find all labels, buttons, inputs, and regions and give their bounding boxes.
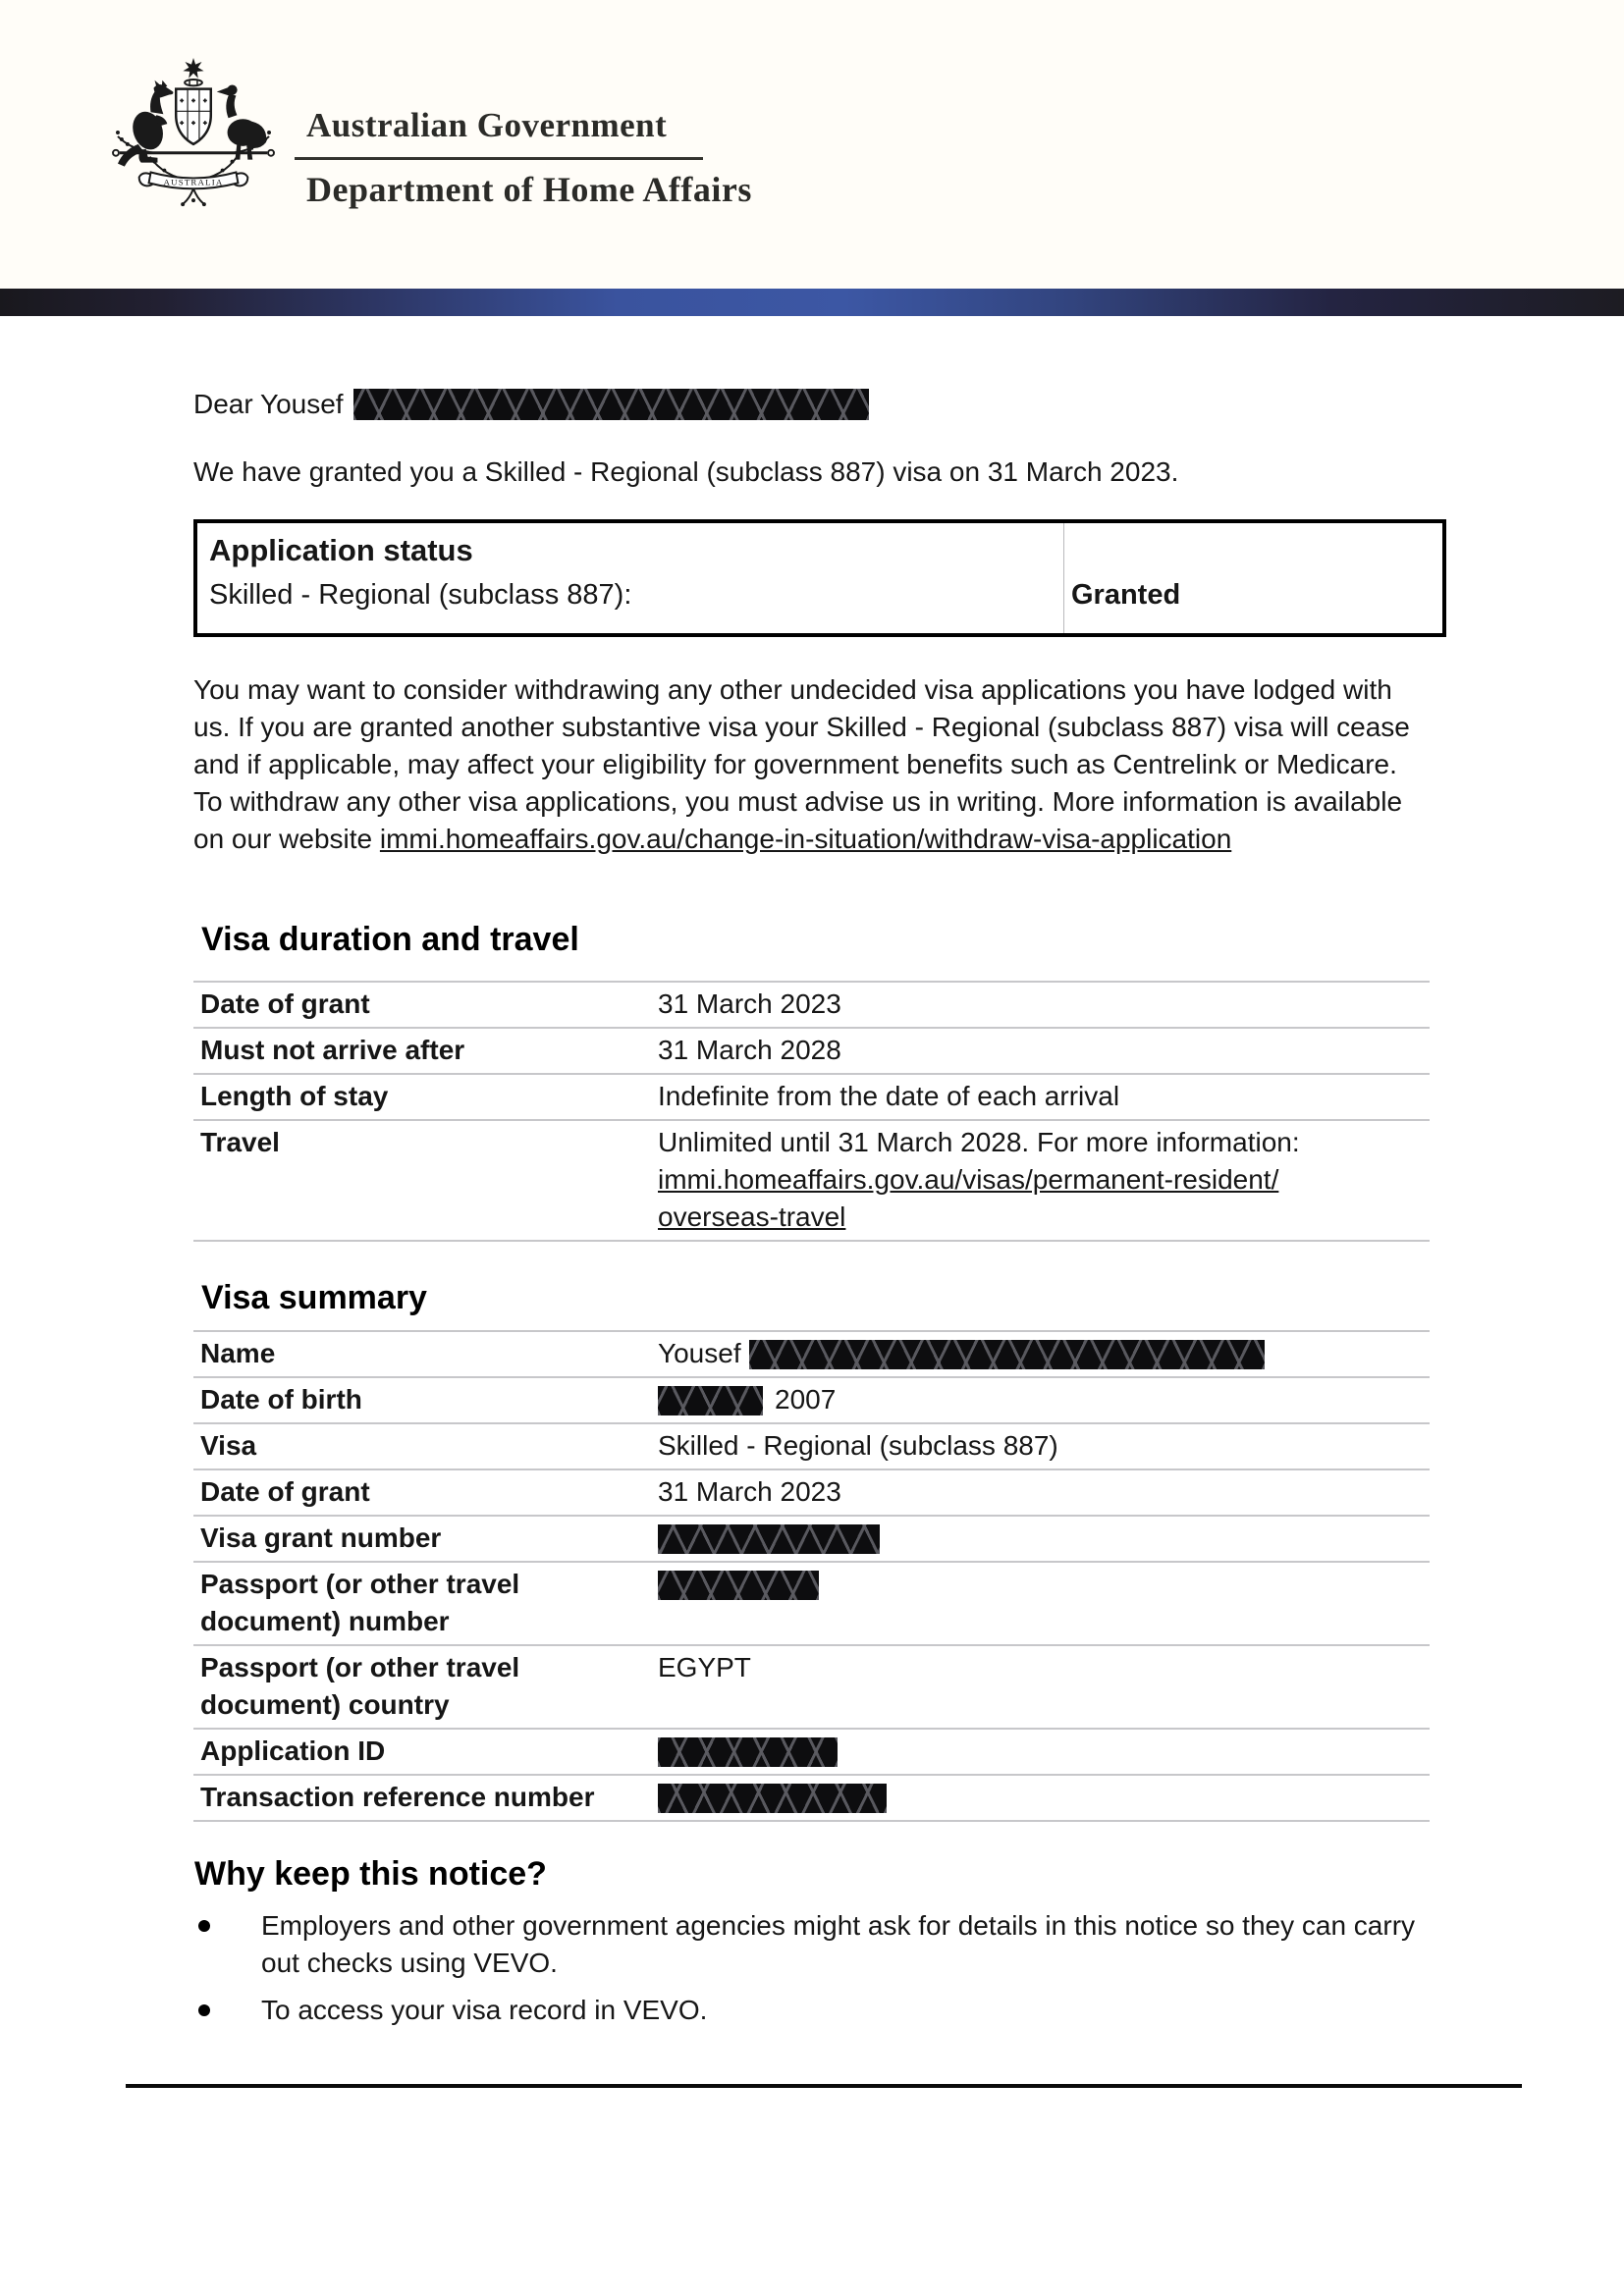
footer-divider [126,2084,1522,2088]
row-label: Travel [193,1120,658,1241]
row-value [658,1729,1430,1775]
section-heading-visa-duration: Visa duration and travel [201,921,579,958]
grant-statement: We have granted you a Skilled - Regional (subclass 887) visa on 31 March 2023. [193,456,1179,487]
row-label: Length of stay [193,1074,658,1120]
table-row [193,1331,1430,1377]
row-value: EGYPT [658,1645,1430,1729]
redacted-name [353,389,869,420]
section-heading-visa-summary: Visa summary [201,1279,427,1316]
row-label: Passport (or other travel document) number [193,1562,658,1645]
redacted-value [749,1340,1265,1369]
row-value: 31 March 2023 [658,1469,1430,1516]
row-label: Date of grant [193,982,658,1028]
australian-coat-of-arms-icon [94,57,293,212]
star-icon [183,58,203,79]
emu-icon [217,84,267,159]
row-value: Indefinite from the date of each arrival [658,1074,1430,1120]
table-row [193,1729,1430,1775]
table-row [193,1469,1430,1516]
status-visa-label: Skilled - Regional (subclass 887): [209,579,632,611]
row-label: Transaction reference number [193,1775,658,1821]
bullet-text: Employers and other government agencies might ask for details in this notice so they can carry out checks using VEVO. [261,1910,1416,1978]
banner-text: AUSTRALIA [163,177,224,187]
application-status-box [193,519,1446,637]
greeting-line [193,386,869,423]
row-label: Name [193,1331,658,1377]
list-item [193,1907,1433,1982]
table-row [193,982,1430,1028]
table-row [193,1562,1430,1645]
travel-link[interactable]: immi.homeaffairs.gov.au/visas/permanent-resident/ overseas-travel [658,1164,1279,1232]
withdraw-link[interactable]: immi.homeaffairs.gov.au/change-in-situation/withdraw-visa-application [379,824,1232,854]
redacted-value [658,1524,880,1554]
header-divider [295,157,703,160]
row-value: 31 March 2028 [658,1028,1430,1074]
table-row [193,1645,1430,1729]
table-row [193,1516,1430,1562]
birth-year: 2007 [775,1384,837,1415]
greeting-text: Dear Yousef [193,389,344,419]
row-value: Skilled - Regional (subclass 887) [658,1423,1430,1469]
row-label: Visa grant number [193,1516,658,1562]
name-prefix: Yousef [658,1338,741,1368]
table-row [193,1074,1430,1120]
row-value [658,1516,1430,1562]
row-label: Visa [193,1423,658,1469]
row-value [658,1331,1430,1377]
row-label: Passport (or other travel document) country [193,1645,658,1729]
redacted-value [658,1784,887,1813]
row-value [658,1562,1430,1645]
travel-text: Unlimited until 31 March 2028. For more information: [658,1127,1300,1157]
why-keep-list [193,1907,1433,2039]
bullet-text: To access your visa record in VEVO. [261,1995,708,2025]
row-value: 31 March 2023 [658,982,1430,1028]
status-box-title: Application status [209,533,473,567]
table-row [193,1423,1430,1469]
section-heading-why-keep: Why keep this notice? [194,1855,547,1893]
table-row [193,1028,1430,1074]
header-gradient-bar [0,289,1624,316]
table-row [193,1120,1430,1241]
bullet-icon [198,2004,210,2016]
redacted-value [658,1737,838,1767]
withdraw-text: You may want to consider withdrawing any other undecided visa applications you have lodged with us. If you are granted another substantive visa your Skilled - Regional (subclass 887) visa will cease and if applicable, may affect your eligibility for government benefits such as Centrelink or Medicare. To withdraw any other visa applications, you must advise us in writing. More information is available on our website [193,674,1410,854]
visa-summary-table [193,1330,1430,1822]
row-label: Must not arrive after [193,1028,658,1074]
redacted-value [658,1571,819,1600]
table-row [193,1377,1430,1423]
department-name: Department of Home Affairs [306,170,752,209]
agency-name: Australian Government [306,106,668,144]
table-row [193,1775,1430,1821]
withdraw-paragraph [193,671,1433,858]
status-granted-value: Granted [1071,579,1181,611]
row-label: Application ID [193,1729,658,1775]
row-value [658,1775,1430,1821]
row-label: Date of grant [193,1469,658,1516]
bullet-icon [198,1920,210,1932]
visa-duration-table [193,981,1430,1242]
row-value [658,1120,1430,1241]
list-item [193,1992,1433,2029]
row-value [658,1377,1430,1423]
redacted-value [658,1386,763,1415]
row-label: Date of birth [193,1377,658,1423]
status-row [209,576,1442,614]
australia-banner [139,173,248,189]
